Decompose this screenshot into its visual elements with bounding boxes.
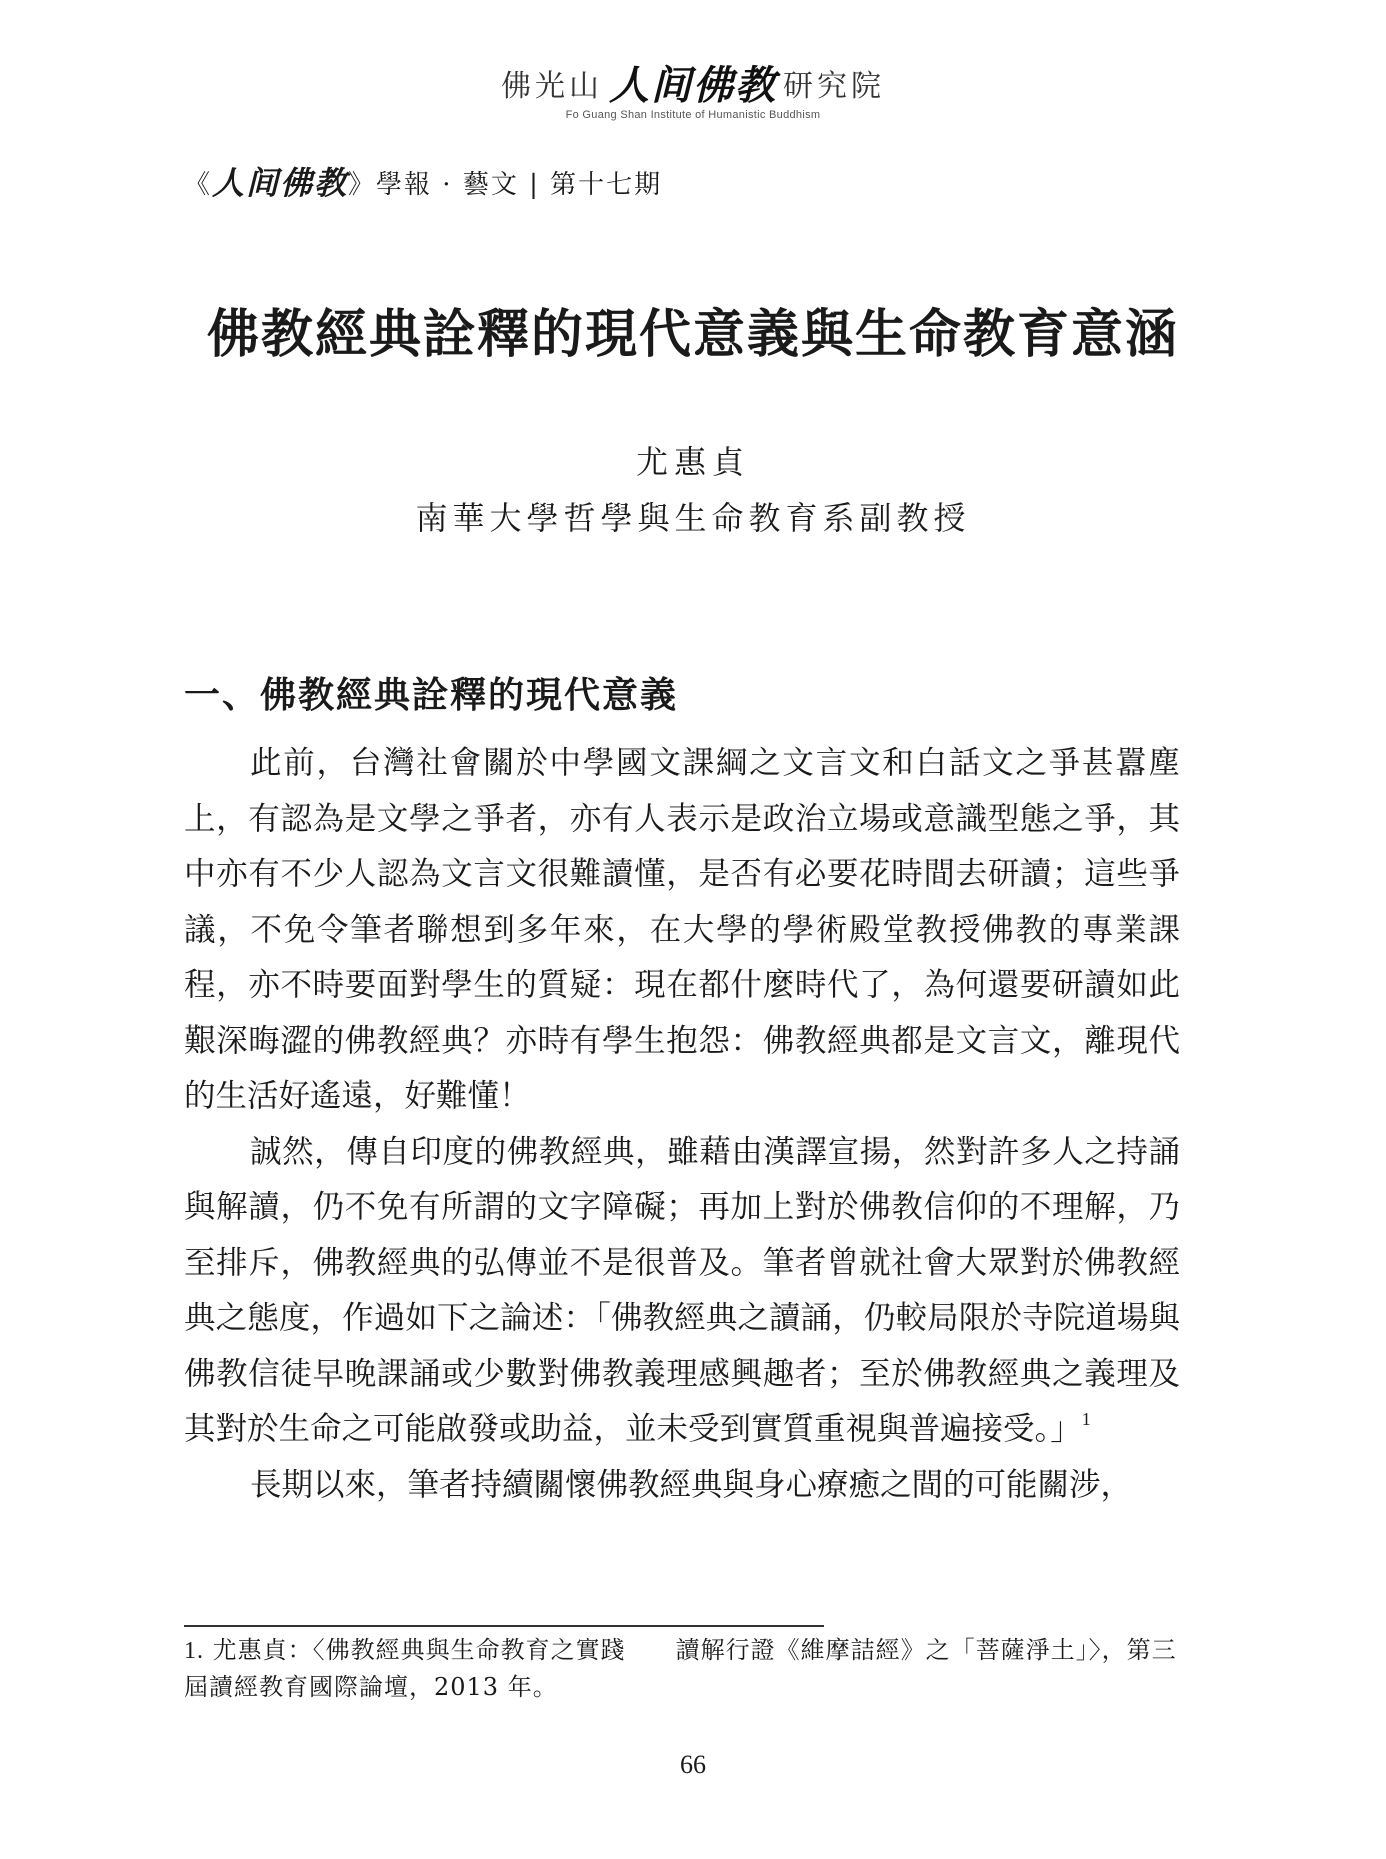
footnote-number: 1. (184, 1638, 204, 1664)
journal-brand-logo: 人间佛教 (212, 164, 349, 202)
author-affiliation: 南華大學哲學與生命教育系副教授 (415, 499, 971, 537)
footnote (184, 1632, 1180, 1705)
footnote-text: 尤惠貞：〈佛教經典與生命教育之實踐 讀解行證《維摩詰經》之「菩薩淨土」〉，第三屆讀經教育國際論壇，2013 年。 (184, 1636, 1177, 1701)
institute-name (0, 62, 1386, 109)
paragraph-3: 長期以來，筆者持續關懷佛教經典與身心療癒之間的可能關涉， (250, 1466, 1133, 1503)
paragraph-2 (184, 1125, 1180, 1458)
article-title: 佛教經典詮釋的現代意義與生命教育意涵 (206, 304, 1179, 365)
institute-brand-logo: 人间佛教 (609, 62, 777, 109)
section-heading: 一、佛教經典詮釋的現代意義 (184, 674, 679, 716)
footnote-divider (184, 1625, 824, 1627)
page-number: 66 (680, 1750, 706, 1779)
paragraph-2-text: 誠然，傳自印度的佛教經典，雖藉由漢譯宣揚，然對許多人之持誦與解讀，仍不免有所謂的文字障礙；再加上對於佛教信仰的不理解，乃至排斥，佛教經典的弘傳並不是很普及。筆者曾就社會大眾對於佛教經典之態度，作過如下之論述：「佛教經典之讀誦，仍較局限於寺院道場與佛教信徒早晚課誦或少數對佛教義理感興趣者；至於佛教經典之義理及其對於生命之可能啟發或助益，並未受到實質重視與普遍接受。」 (184, 1133, 1180, 1447)
footnote-reference[interactable]: 1 (1081, 1409, 1091, 1429)
institute-suffix: 研究院 (783, 69, 885, 104)
body-text (184, 736, 1180, 1513)
journal-running-head (184, 163, 662, 205)
paragraph-1: 此前，台灣社會關於中學國文課綱之文言文和白話文之爭甚囂塵上，有認為是文學之爭者，亦有人表示是政治立場或意識型態之爭，其中亦有不少人認為文言文很難讀懂，是否有必要花時間去研讀；這些爭議，不免令筆者聯想到多年來，在大學的學術殿堂教授佛教的專業課程，亦不時要面對學生的質疑：現在都什麼時代了，為何還要研讀如此艱深晦澀的佛教經典？亦時有學生抱怨：佛教經典都是文言文，離現代的生活好遙遠，好難懂！ (184, 745, 1180, 1114)
journal-open-bracket: 《 (184, 170, 213, 200)
author-name: 尤惠貞 (635, 443, 750, 481)
journal-issue-info: 》學報 · 藝文 | 第十七期 (348, 170, 663, 200)
institute-prefix: 佛光山 (501, 69, 603, 104)
institute-header (0, 62, 1386, 136)
institute-english-name: Fo Guang Shan Institute of Humanistic Buddhism (565, 109, 821, 121)
